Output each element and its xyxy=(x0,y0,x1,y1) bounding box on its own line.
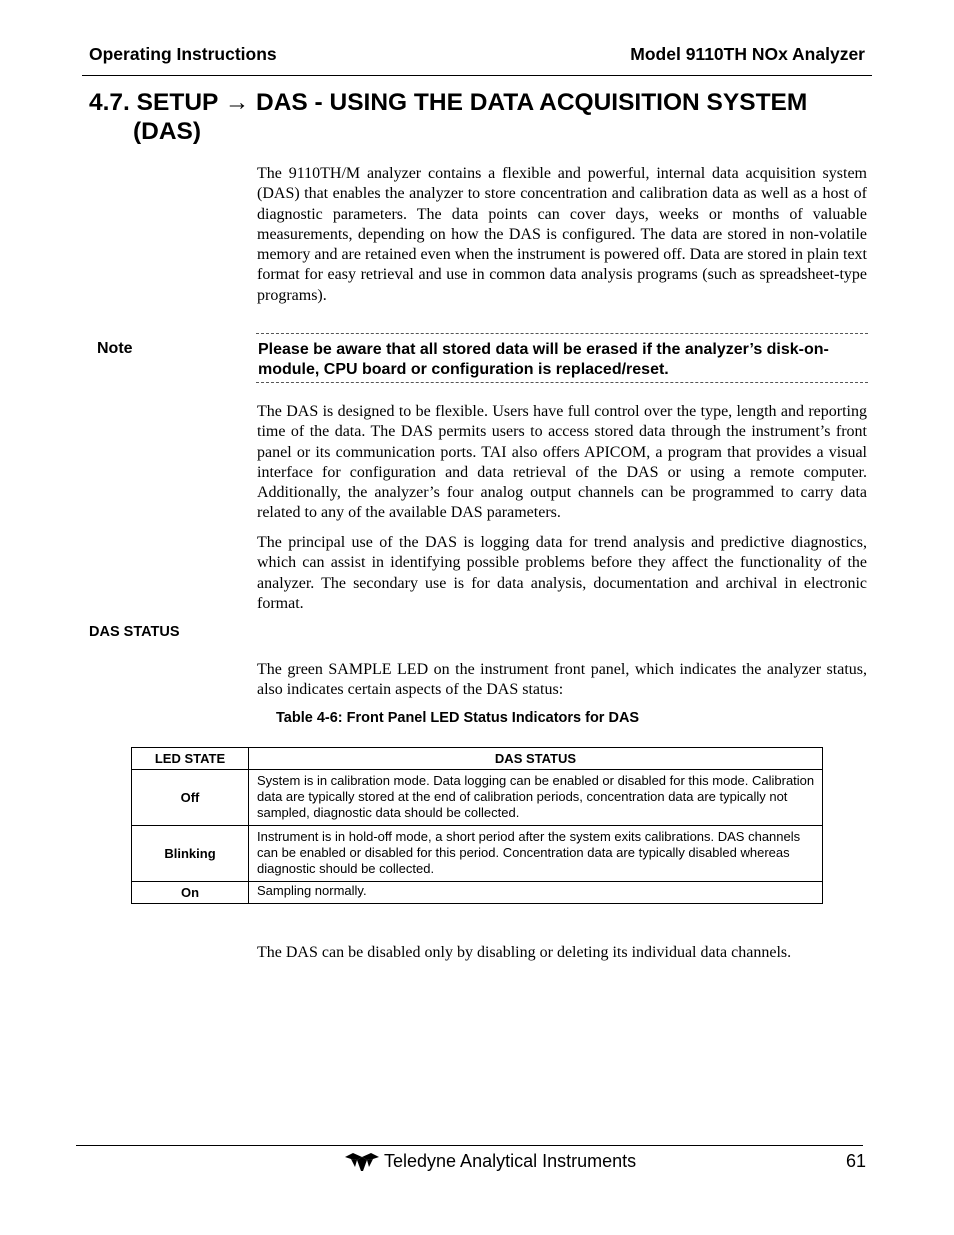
intro-paragraph: The 9110TH/M analyzer contains a flexible and powerful, internal data acquisition system (DAS) that enables the analyzer to store concentration and calibration data as well as a host of diagnostic parameters. The data points can cover days, weeks or months of valuable measurements, depending on how the DAS is configured. The data are stored in non-volatile memory and are retained even when the instrument is powered off. Data are stored in plain text format for easy retrieval and use in common data analysis programs (such as spreadsheet-type programs). xyxy=(257,165,867,304)
led-state-cell: Off xyxy=(132,770,249,826)
table-row xyxy=(132,882,823,904)
header-right: Model 9110TH NOx Analyzer xyxy=(630,44,865,64)
footer-rule xyxy=(76,1145,863,1146)
header-left: Operating Instructions xyxy=(89,44,277,64)
header-das-status: DAS STATUS xyxy=(249,748,823,770)
footer-page-number: 61 xyxy=(845,1151,866,1171)
table-row xyxy=(132,826,823,882)
teledyne-logo-icon xyxy=(345,1151,379,1171)
led-state-cell: Blinking xyxy=(132,826,249,882)
led-status-table xyxy=(131,747,823,904)
das-status-cell: Sampling normally. xyxy=(249,882,823,904)
header-led-state: LED STATE xyxy=(132,748,249,770)
table-row xyxy=(132,770,823,826)
principal-paragraph: The principal use of the DAS is logging data for trend analysis and predictive diagnostics, which can assist in identifying possible problems before they affect the functionality of the analyzer. The secondary use is for data analysis, documentation and archival in electronic format. xyxy=(257,534,867,612)
flexible-paragraph: The DAS is designed to be flexible. Users have full control over the type, length and reporting time of the data. The DAS permits users to access stored data through the instrument’s front panel or its communication ports. TAI also offers APICOM, a program that provides a visual interface for configuration and data retrieval of the DAS or using a remote computer. Additionally, the analyzer’s four analog output channels can be programmed to carry data related to any of the available DAS parameters. xyxy=(257,403,867,522)
header-rule xyxy=(82,75,872,76)
section-title-line1: 4.7. SETUP → DAS - USING THE DATA ACQUISITION SYSTEM xyxy=(89,89,808,116)
das-status-cell: System is in calibration mode. Data logging can be enabled or disabled for this mode. Calibration data are typically stored at the end of calibration periods, concentration data are typically not sampled, diagnostic data should be collected. xyxy=(249,770,823,826)
section-title-line2: (DAS) xyxy=(133,118,202,145)
led-state-cell: On xyxy=(132,882,249,904)
footer-company: Teledyne Analytical Instruments xyxy=(384,1151,637,1171)
section-title xyxy=(89,88,869,146)
note-label: Note xyxy=(97,340,133,357)
das-status-heading: DAS STATUS xyxy=(89,624,180,640)
table-caption: Table 4-6: Front Panel LED Status Indicators for DAS xyxy=(276,710,640,726)
table-header-row xyxy=(132,748,823,770)
led-paragraph: The green SAMPLE LED on the instrument front panel, which indicates the analyzer status, also indicates certain aspects of the DAS status: xyxy=(257,661,867,699)
note-text: Please be aware that all stored data will be erased if the analyzer’s disk-on-module, CPU board or configuration is replaced/reset. xyxy=(258,341,829,378)
disable-paragraph: The DAS can be disabled only by disabling or deleting its individual data channels. xyxy=(257,944,792,961)
das-status-cell: Instrument is in hold-off mode, a short period after the system exits calibrations. DAS channels can be enabled or disabled for this period. Concentration data are typically disabled whereas diagnostic should be collected. xyxy=(249,826,823,882)
